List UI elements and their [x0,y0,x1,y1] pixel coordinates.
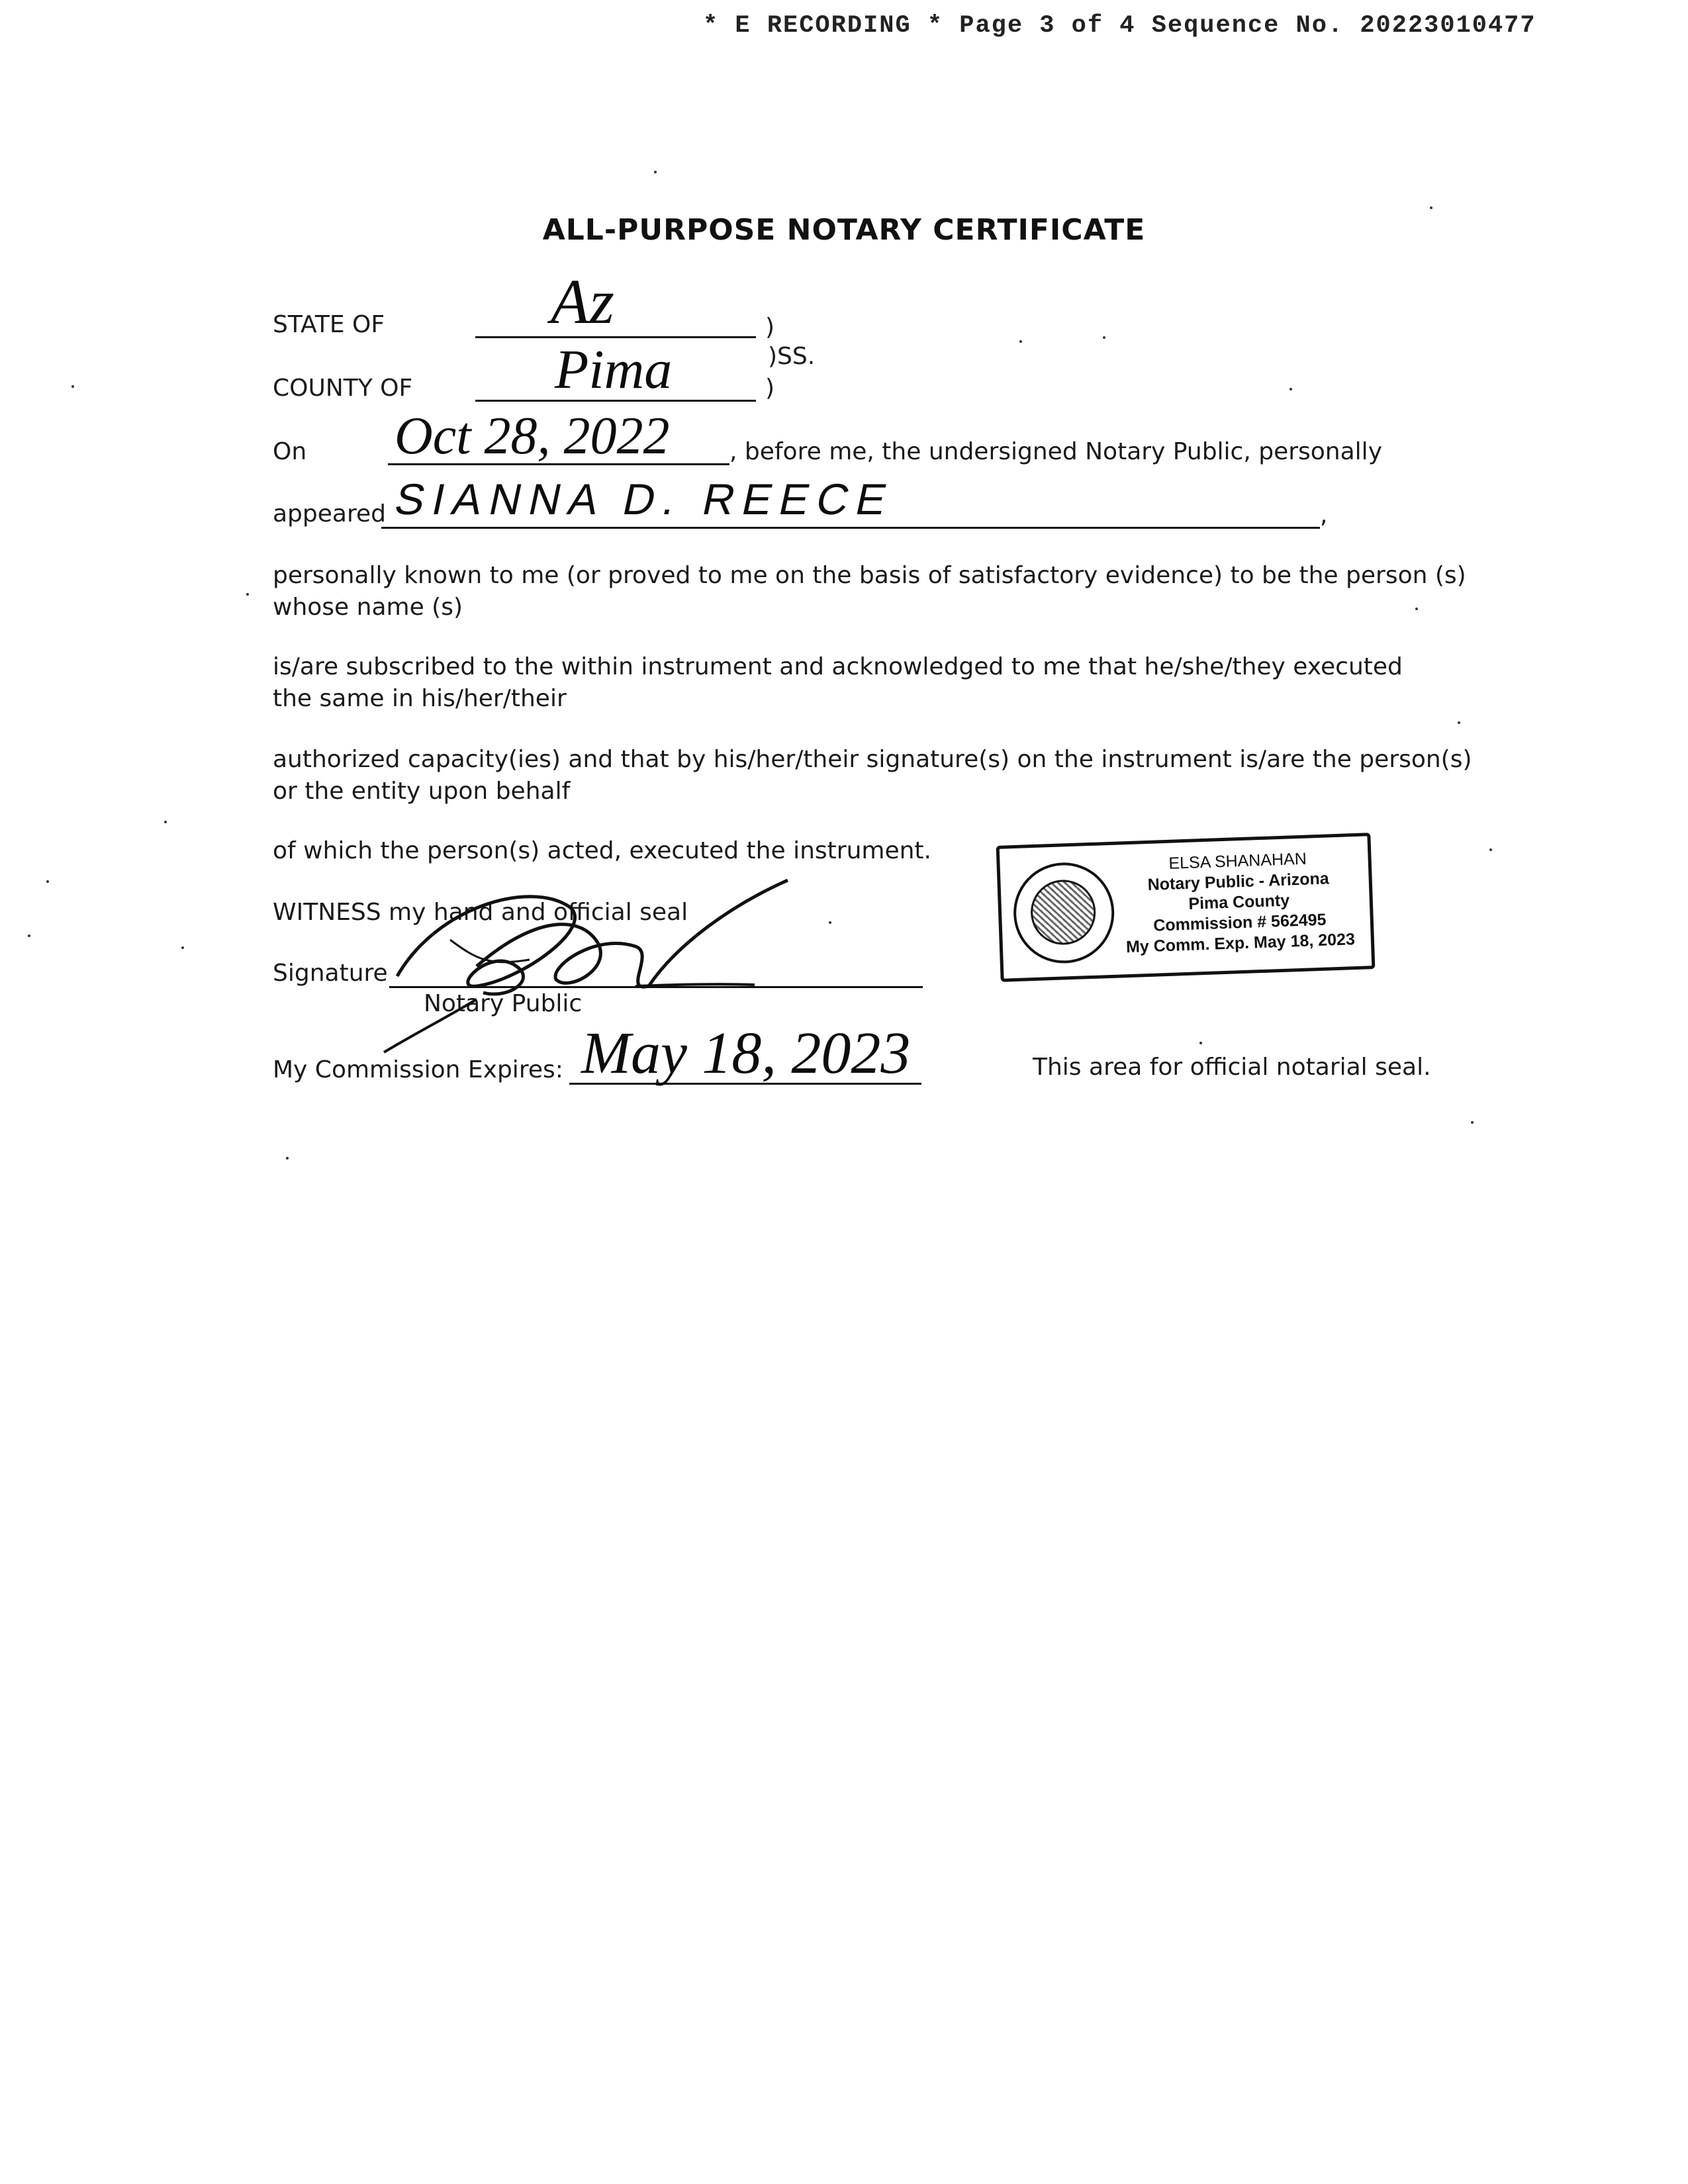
scan-speck [1199,1042,1202,1044]
paragraph-1: personally known to me (or proved to me on the basis of satisfactory evidence) to be the person (s) whose name (s) [273,562,1466,621]
scan-speck [1430,206,1432,209]
paren-bottom: ) [765,375,775,402]
notary-stamp [996,833,1376,982]
scan-speck [71,385,74,388]
recording-header: * E RECORDING * Page 3 of 4 Sequence No. 20223010477 [703,12,1536,40]
date-handwritten: Oct 28, 2022 [395,407,670,465]
paragraph-2: is/are subscribed to the within instrument and acknowledged to me that he/she/they executed the same in his/her/their [273,653,1403,712]
scan-speck [1103,336,1105,339]
paragraph-3: authorized capacity(ies) and that by his/her/their signature(s) on the instrument is/are the person(s) or the entity upon behalf [273,746,1472,805]
county-handwritten: Pima [555,339,673,400]
seal-area-label: This area for official notarial seal. [1033,1054,1431,1081]
scan-speck [164,821,167,823]
stamp-name: ELSA SHANAHAN [1168,849,1307,873]
commission-handwritten: May 18, 2023 [581,1021,911,1086]
scan-speck [1458,721,1460,724]
appeared-line [381,527,1320,529]
notary-public-label: Notary Public [424,990,583,1017]
certificate-title: ALL-PURPOSE NOTARY CERTIFICATE [542,213,1146,247]
appeared-handwritten: SIANNA D. REECE [391,475,900,523]
stamp-commission: Commission # 562495 [1152,910,1327,935]
scan-speck [829,921,831,924]
scan-speck [1489,848,1492,851]
appeared-label: appeared [273,500,386,527]
paren-ss: )SS. [768,343,816,370]
signature-label: Signature [273,960,388,987]
scan-speck [1415,608,1418,610]
scan-speck [1471,1121,1474,1124]
scan-speck [46,880,49,883]
state-handwritten: Az [551,266,614,337]
scan-speck [181,946,184,949]
appeared-comma: , [1320,502,1328,529]
scan-speck [246,593,249,596]
scan-speck [28,934,30,937]
stamp-expires: My Comm. Exp. May 18, 2023 [1125,930,1356,957]
county-label: COUNTY OF [273,375,413,402]
stamp-title: Notary Public - Arizona [1147,869,1330,894]
scan-speck [1289,388,1292,390]
scan-speck [1019,340,1022,343]
state-seal-icon [1012,861,1116,965]
commission-label: My Commission Expires: [273,1056,563,1083]
before-text: , before me, the undersigned Notary Public, personally [729,438,1382,465]
paragraph-4: of which the person(s) acted, executed the instrument. [273,837,931,864]
scan-speck [654,171,657,173]
state-label: STATE OF [273,311,385,338]
witness-text: WITNESS my hand and official seal [273,899,688,926]
paren-top: ) [765,314,775,341]
scan-speck [286,1157,289,1160]
stamp-county: Pima County [1188,891,1290,913]
on-label: On [273,438,307,465]
